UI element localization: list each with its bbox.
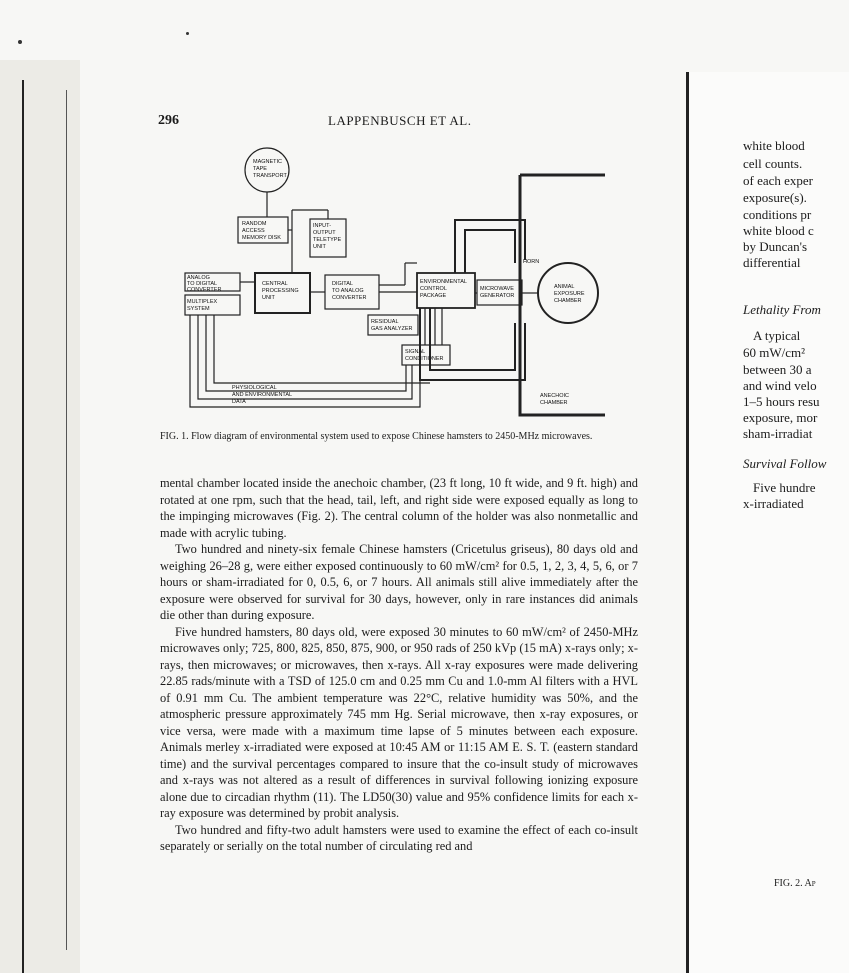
diagram-label: CENTRAL	[262, 281, 288, 287]
diagram-label: UNIT	[262, 295, 275, 301]
right-line: Five hundre	[753, 480, 816, 495]
adjacent-page	[686, 72, 849, 973]
diagram-label: RESIDUAL	[371, 319, 399, 325]
paragraph: Two hundred and ninety-six female Chinese hamsters (Cricetulus griseus), 80 days old and weighing 26–28 g, were either exposed continuously to 60 mW/cm² for 0.5, 1, 2, 3, 4, 5, 6, or 7 hours or sham-irradiated for 0, 0.5, 6, or 7 hours. All animals still alive immediately after the exposure were observed for survival for 30 days, however, only in rare instances did animals die other than during exposure.	[160, 542, 638, 622]
speck	[18, 40, 22, 44]
running-header: LAPPENBUSCH ET AL.	[328, 113, 472, 128]
right-line: 60 mW/cm²	[743, 345, 806, 360]
right-line: sham-irradiat	[743, 426, 813, 441]
diagram-label: MULTIPLEX	[187, 299, 218, 305]
diagram-label: CHAMBER	[540, 400, 568, 406]
right-line: white blood	[743, 138, 805, 153]
right-fig-label: FIG. 2. Ap	[774, 878, 816, 889]
flow-diagram	[180, 145, 610, 425]
diagram-label: RANDOM	[242, 221, 267, 227]
diagram-label: SYSTEM	[187, 306, 210, 312]
diagram-label: MICROWAVE	[480, 286, 514, 292]
diagram-label: SIGNAL	[405, 349, 426, 355]
right-line: A typical	[753, 328, 801, 343]
diagram-label: ANIMAL	[554, 284, 575, 290]
diagram-label: PACKAGE	[420, 293, 447, 299]
diagram-label: GAS ANALYZER	[371, 326, 413, 332]
right-line: of each exper	[743, 173, 814, 188]
residual-gas-box	[368, 315, 418, 335]
diagram-label: ANALOG	[187, 275, 210, 281]
right-line: by Duncan's	[743, 239, 808, 254]
signal-cond-box	[402, 345, 450, 365]
diagram-label: MAGNETIC	[253, 159, 283, 165]
right-line: x-irradiated	[743, 496, 804, 511]
right-line: white blood c	[743, 223, 814, 238]
paragraph: Five hundred hamsters, 80 days old, were exposed 30 minutes to 60 mW/cm² of 2450-MHz microwaves only; 725, 800, 825, 850, 875, 900, or 950 rads of 250 kVp (15 mA) x-rays only; x-rays, then microwaves; or microwaves, then x-rays. All x-ray exposures were made delivering 22.85 rads/minute with a TSD of 125.0 cm and 0.25 mm Cu and 1.0-mm Al filters with a HVL of 0.91 mm Cu. The ambient temperature was 22°C, relative humidity was 50%, and the atmospheric pressure approximately 745 mm Hg. Serial microwave, then x-ray exposures, or vice versa, were made with a maximum time lapse of 5 minutes between each exposure. Animals merley x-irradiated were exposed at 10:45 AM or 11:15 AM E. S. T. (eastern standard time) and the survival percentages compared to insure that the co-insult study of microwaves and x-rays was not altered as a result of differences in survival following ionizing exposure alone due to circadian rhythm (11). The LD50(30) value and 95% confidence limits for each x-ray exposure was determined by probit analysis.	[160, 624, 638, 820]
right-line: exposure(s).	[743, 190, 807, 205]
paragraph: Two hundred and fifty-two adult hamsters were used to examine the effect of each co-insult separately or serially on the total number of circulating red and	[160, 822, 638, 853]
diagram-label: ANECHOIC	[540, 393, 570, 399]
body-text	[160, 475, 638, 855]
right-line: 1–5 hours resu	[743, 394, 820, 409]
left-binding-shadow	[0, 60, 80, 973]
right-line: conditions pr	[743, 207, 812, 222]
diagram-label: UNIT	[313, 244, 326, 250]
diagram-label: HORN	[523, 259, 540, 265]
right-line: differential	[743, 255, 801, 270]
diagram-label: AND ENVIRONMENTAL	[232, 392, 293, 398]
right-heading: Lethality From	[743, 302, 821, 317]
diagram-label: MEMORY DISK	[242, 235, 281, 241]
diagram-label: PROCESSING	[262, 288, 299, 294]
diagram-label: CONTROL	[420, 286, 447, 292]
page-number: 296	[158, 113, 179, 128]
diagram-label: TO DIGITAL	[187, 281, 218, 287]
diagram-label: CHAMBER	[554, 298, 582, 304]
diagram-label: DATA	[232, 399, 246, 405]
diagram-label: CONVERTER	[187, 287, 222, 293]
diagram-label: OUTPUT	[313, 230, 336, 236]
diagram-label: EXPOSURE	[554, 291, 585, 297]
diagram-label: ACCESS	[242, 228, 265, 234]
diagram-label: TAPE	[253, 166, 267, 172]
binding-edge-inner	[66, 90, 67, 950]
diagram-label: GENERATOR	[480, 293, 515, 299]
right-line: and wind velo	[743, 378, 817, 393]
diagram-label: CONVERTER	[332, 295, 367, 301]
right-heading: Survival Follow	[743, 456, 827, 471]
diagram-label: ENVIRONMENTAL	[420, 279, 467, 285]
right-line: between 30 a	[743, 362, 812, 377]
diagram-label: TRANSPORT	[253, 173, 287, 179]
diagram-label: CONDITIONER	[405, 356, 444, 362]
diagram-label: TELETYPE	[313, 237, 342, 243]
diagram-label: DIGITAL	[332, 281, 353, 287]
multiplex-box	[185, 295, 240, 315]
figure-caption: FIG. 1. Flow diagram of environmental system used to expose Chinese hamsters to 2450-MHz microwaves.	[160, 431, 593, 442]
right-line: exposure, mor	[743, 410, 818, 425]
speck	[186, 32, 189, 35]
diagram-label: PHYSIOLOGICAL	[232, 385, 277, 391]
binding-edge	[22, 80, 24, 973]
magnetic-tape-circle	[245, 148, 289, 192]
right-line: cell counts.	[743, 156, 803, 171]
diagram-label: INPUT-	[313, 223, 332, 229]
diagram-label: TO ANALOG	[332, 288, 364, 294]
paragraph: mental chamber located inside the anechoic chamber, (23 ft long, 10 ft wide, and 9 ft. high) and rotated at one rpm, such that the head, tail, left, and right side were exposed equally as long to the impinging microwaves (Fig. 2). The central column of the holder was also nonmetallic and made with acrylic tubing.	[160, 476, 638, 540]
